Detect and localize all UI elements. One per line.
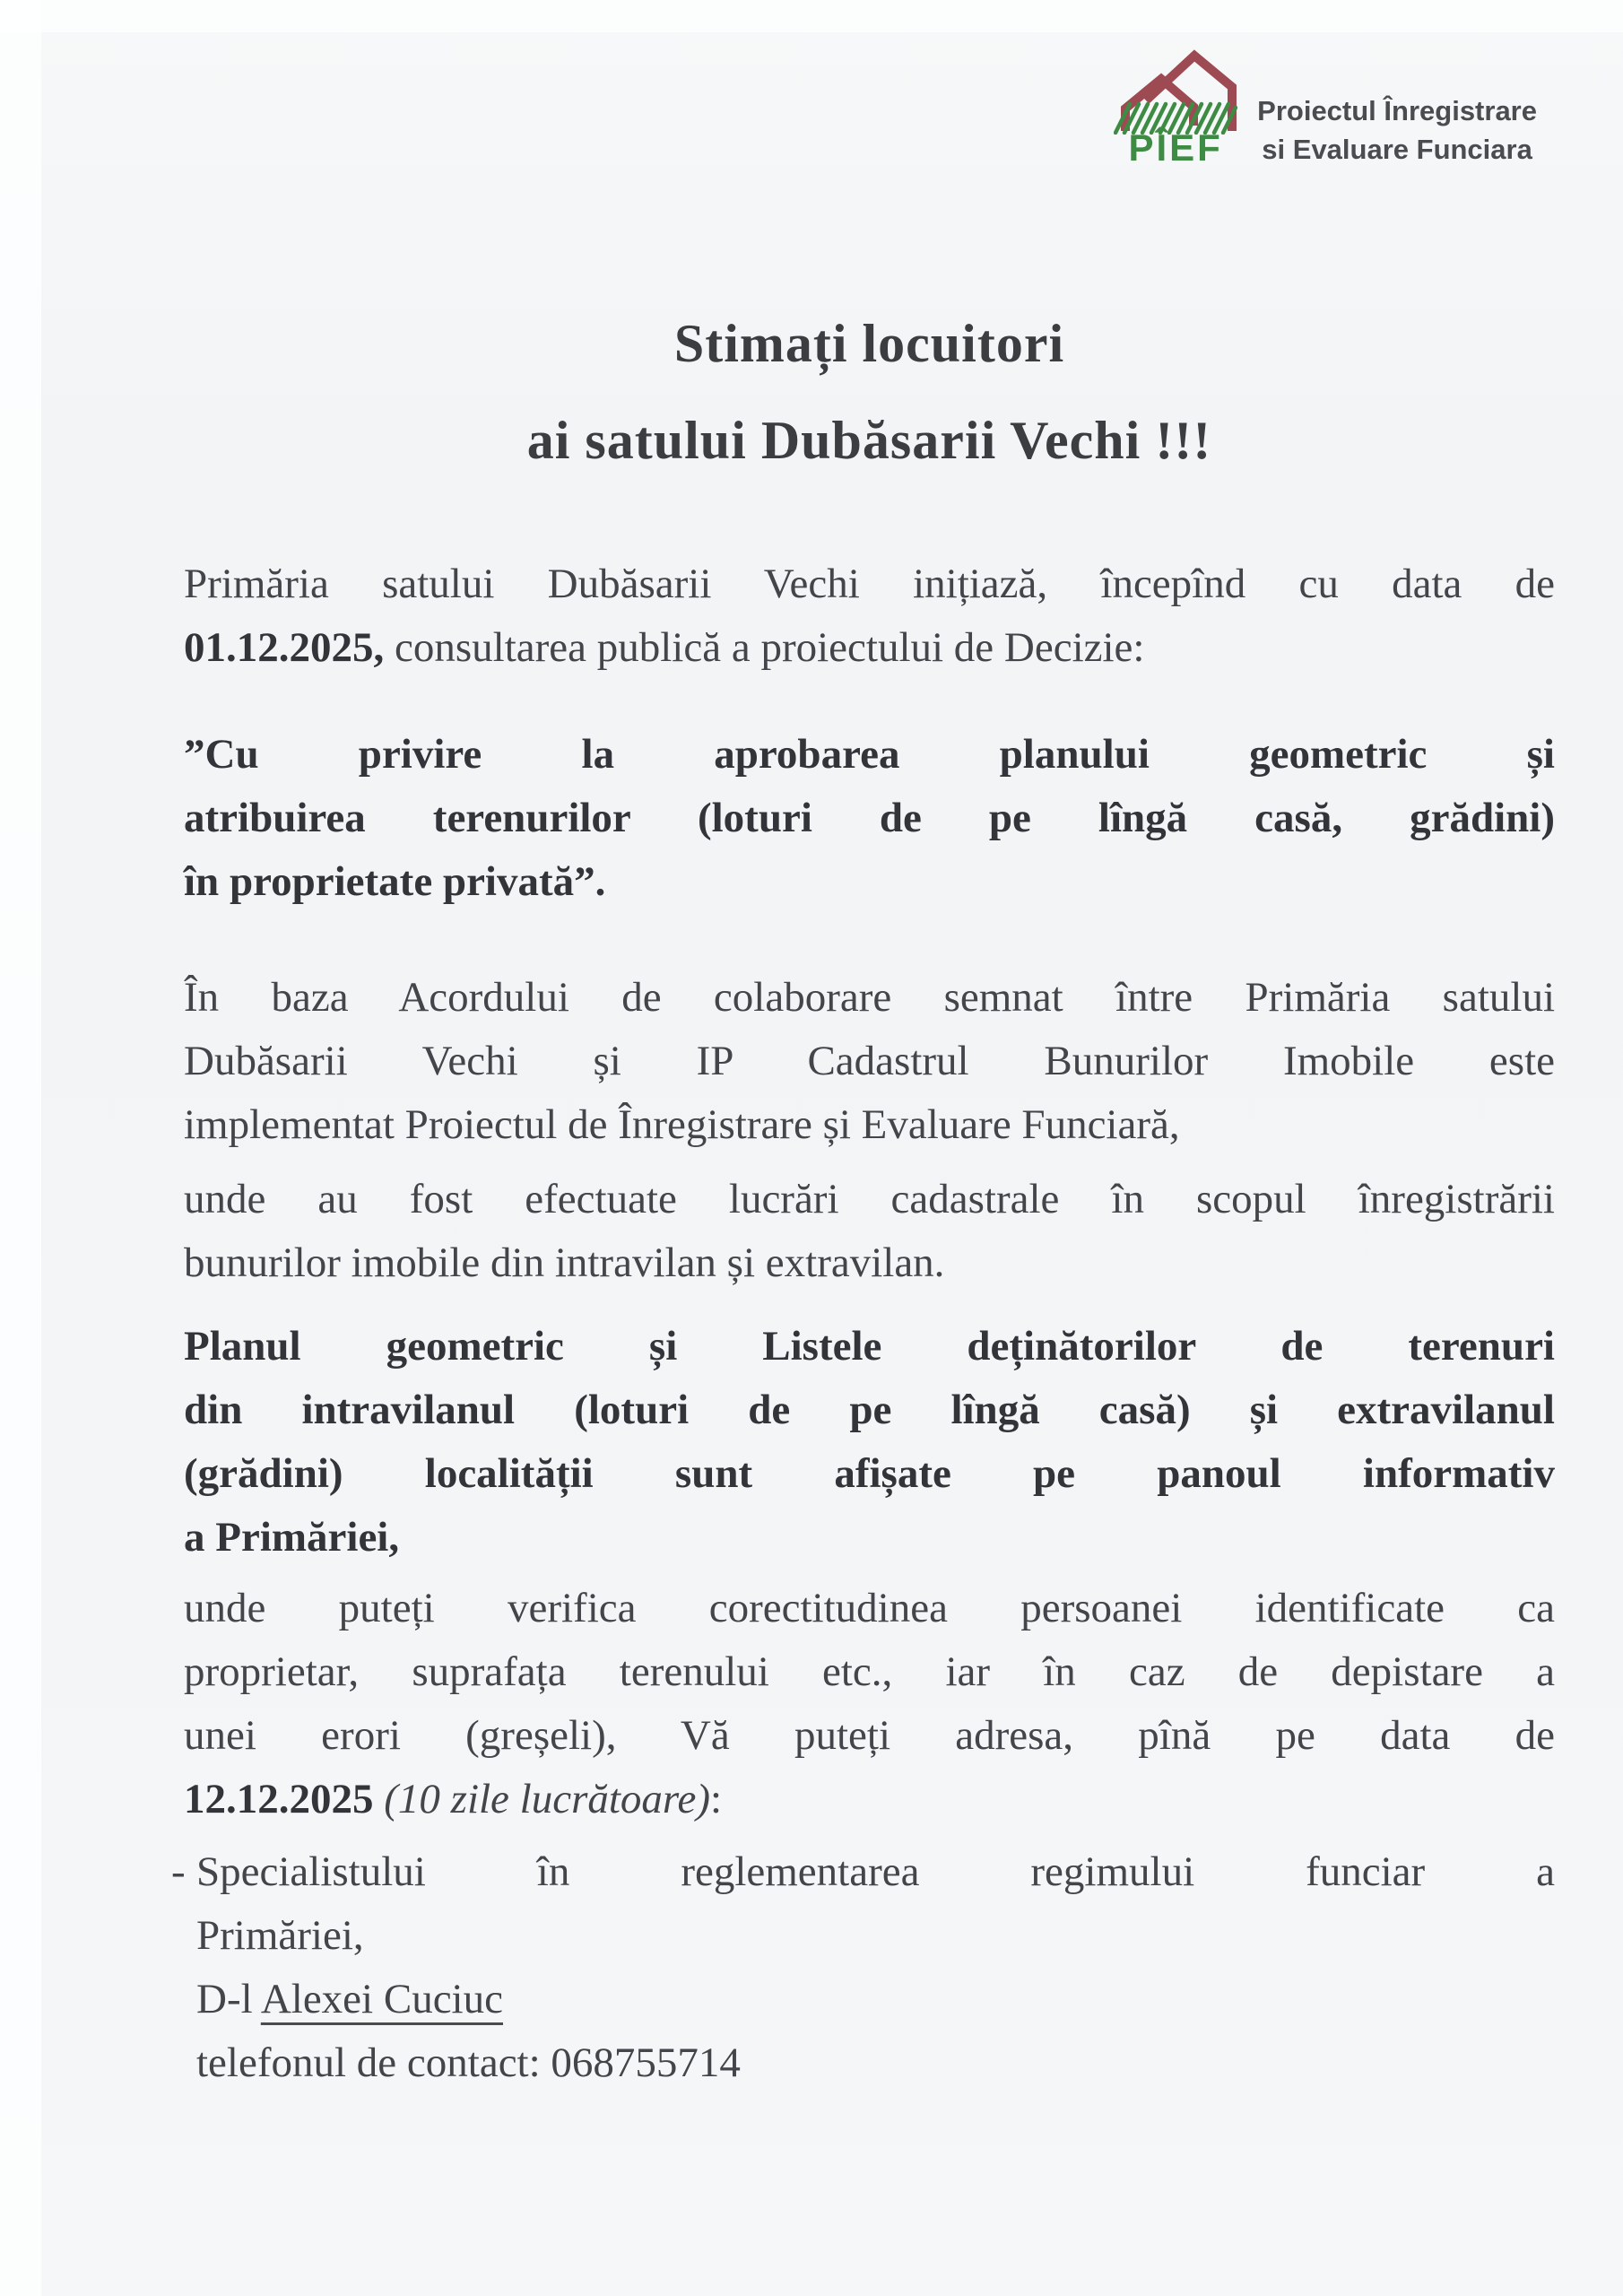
contact-list-item: [171, 1840, 1555, 2095]
paragraph-decision-quote: ”Cu privire la aprobarea planului geometric și atribuirea terenurilor (loturi de pe lîngă casă, grădini) în proprietate privată”.: [184, 731, 1555, 905]
page-title-line1: Stimați locuitori: [673, 314, 1065, 373]
consultation-start-date: 01.12.2025,: [184, 624, 385, 671]
contact-role-line1: Specialistului în reglementarea regimului funciar a: [196, 1848, 1555, 1895]
deadline-date: 12.12.2025: [184, 1776, 374, 1822]
contact-role-line2: Primăriei,: [196, 1912, 364, 1959]
paragraph-agreement: În baza Acordului de colaborare semnat între Primăria satului Dubăsarii Vechi și IP Cadastrul Bunurilor Imobile este implementat Proiectul de Înregistrare și Evaluare Funciară,: [184, 974, 1555, 1148]
pief-acronym: PÎEF: [1128, 126, 1223, 169]
page-title-line2: ai satului Dubăsarii Vechi !!!: [526, 411, 1212, 470]
notice-body: [171, 0, 1555, 2095]
paragraph-intro: Primăria satului Dubăsarii Vechi inițiază, începînd cu data de 01.12.2025, consultarea publică a proiectului de Decizie:: [184, 561, 1555, 671]
working-days-note: (10 zile lucrătoare): [373, 1776, 710, 1822]
paragraph-verification: unde puteți verifica corectitudinea persoanei identificate ca proprietar, suprafața terenului etc., iar în caz de depistare a unei erori (greșeli), Vă puteți adresa, pînă pe data de 12.12.2025 (10 zile lucrătoare):: [184, 1585, 1555, 1822]
pief-name-line1: Proiectul Înregistrare: [1257, 95, 1537, 126]
contact-name: Alexei Cuciuc: [260, 1976, 503, 2022]
paragraph-cadastral-works: unde au fost efectuate lucrări cadastrale în scopul înregistrării bunurilor imobile din intravilan și extravilan.: [184, 1176, 1555, 1286]
paragraph-plan-display: Planul geometric și Listele deținătorilor de terenuri din intravilanul (loturi de pe lîngă casă) și extravilanul (grădini) localității sunt afișate pe panoul informativ a Primăriei,: [184, 1323, 1555, 1561]
scan-edge-left: [0, 0, 41, 2296]
list-dash: -: [171, 1848, 186, 1895]
pief-name-line2: si Evaluare Funciara: [1262, 134, 1532, 165]
contact-phone: telefonul de contact: 068755714: [196, 2039, 741, 2086]
contact-person: D-l Alexei Cuciuc: [196, 1976, 503, 2022]
